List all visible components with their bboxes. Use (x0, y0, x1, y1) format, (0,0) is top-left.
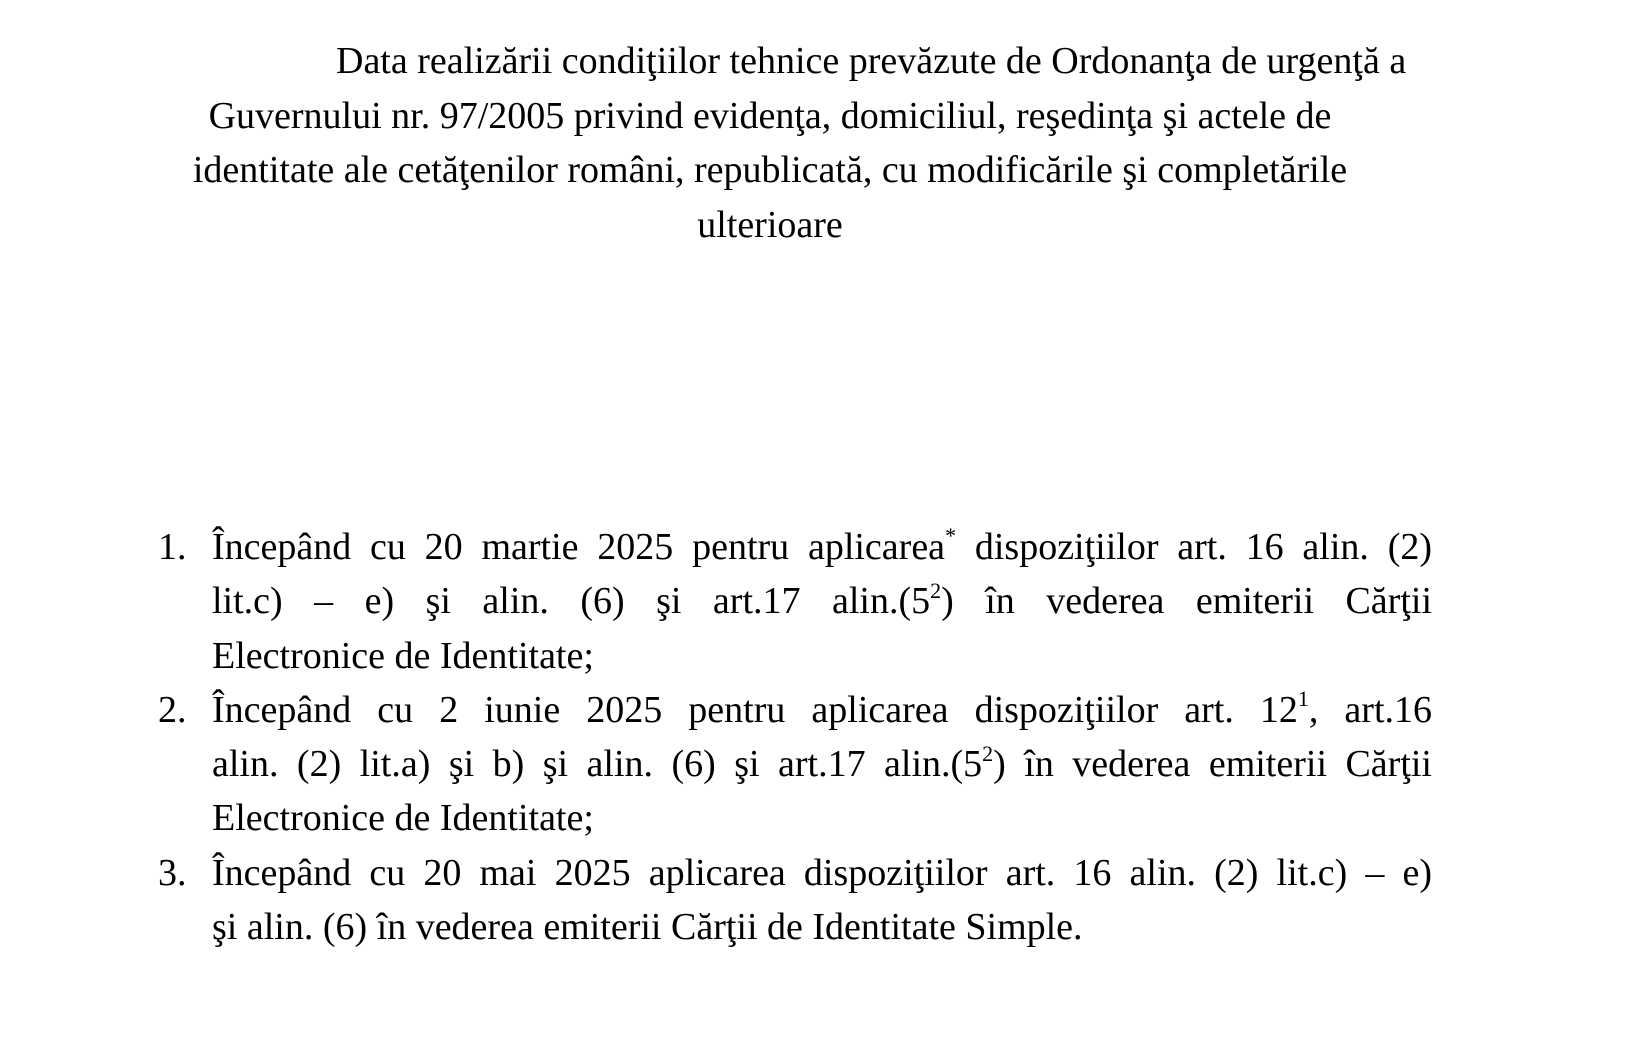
heading-line: Data realizării condiţiilor tehnice prevăzute de Ordonanţa de urgenţă a (336, 40, 1407, 82)
list-item-line: Electronice de Identitate; (212, 634, 594, 677)
list-item-number: 2. (158, 688, 187, 731)
text-run: Începând cu 20 martie 2025 pentru aplicarea (212, 526, 946, 568)
list-item-line (212, 737, 1432, 791)
text-run: dispoziţiilor art. 16 alin. (2) (956, 526, 1432, 568)
list-item (150, 520, 1432, 683)
superscript: 2 (930, 577, 942, 603)
list-item-number: 1. (158, 526, 187, 568)
text-run: ) în vederea emiterii Cărţii (941, 580, 1432, 623)
list-item-number: 3. (158, 851, 187, 894)
footnote-marker: * (945, 523, 957, 549)
superscript: 2 (982, 740, 994, 766)
superscript: 1 (1297, 686, 1309, 712)
list-item-line: Începând cu 20 mai 2025 aplicarea dispoziţiilor art. 16 alin. (2) lit.c) – e) (212, 851, 1432, 894)
text-run: alin. (2) lit.a) şi b) şi alin. (6) şi art.17 alin.(5 (212, 743, 983, 786)
list-item (150, 683, 1432, 846)
heading-line: identitate ale cetăţenilor români, republicată, cu modificările şi completările (192, 149, 1348, 191)
list-item-line: şi alin. (6) în vederea emiterii Cărţii de Identitate Simple. (212, 906, 1083, 949)
list-item-line (212, 520, 1432, 574)
list-item-line (212, 574, 1432, 628)
list-item (150, 846, 1432, 955)
document-heading (140, 34, 1407, 252)
heading-line: ulterioare (697, 203, 843, 246)
text-run: ) în vederea emiterii Cărţii (993, 743, 1432, 786)
text-run: , art.16 (1308, 688, 1433, 731)
heading-line: Guvernului nr. 97/2005 privind evidenţa, domiciliul, reşedinţa şi actele de (208, 94, 1332, 137)
conditions-list (150, 520, 1432, 954)
text-run: Începând cu 2 iunie 2025 pentru aplicarea dispoziţiilor art. 12 (212, 688, 1298, 731)
list-item-line (212, 683, 1432, 737)
list-item-line: Electronice de Identitate; (212, 797, 594, 840)
text-run: lit.c) – e) şi alin. (6) şi art.17 alin.(5 (212, 580, 931, 623)
